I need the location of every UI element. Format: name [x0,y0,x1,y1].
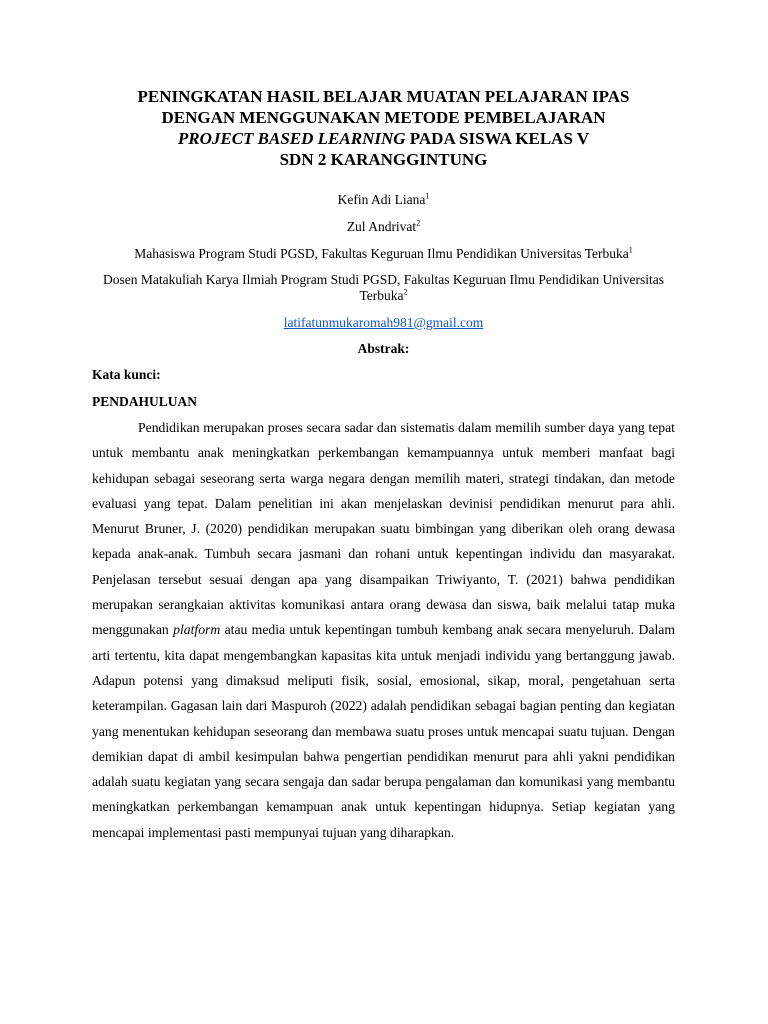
paper-title [92,86,675,170]
author-1 [92,192,675,208]
author-1-sup: 1 [425,191,430,201]
title-line-4: SDN 2 KARANGGINTUNG [279,150,488,169]
affiliation-1-text: Mahasiswa Program Studi PGSD, Fakultas Keguruan Ilmu Pendidikan Universitas Terbuka [134,246,629,261]
title-line-2: DENGAN MENGGUNAKAN METODE PEMBELAJARAN [161,108,606,127]
body-paragraph [92,415,675,845]
email-link[interactable]: latifatunmukaromah981@gmail.com [283,315,484,330]
affiliation-1 [92,246,675,262]
title-line-3 [92,128,675,149]
paragraph-part-2: atau media untuk kepentingan tumbuh kembang anak secara menyeluruh. Dalam arti tertentu, kita dapat mengembangkan kapasitas kita untuk menjadi individu yang bertanggung jawab. Adapun potensi yang dimaksud meliputi fisik, sosial, emosional, sikap, moral, pengetahuan serta keterampilan. Gagasan lain dari Maspuroh (2022) adalah pendidikan sebagai bagian penting dan kegiatan yang menentukan kehidupan seseorang dan membawa suatu proses untuk mencapai suatu tujuan. Dengan demikian dapat di ambil kesimpulan bahwa pengertian pendidikan menurut para ahli yakni pendidikan adalah suatu kegiatan yang secara sengaja dan sadar berupa pengalaman dan komunikasi yang membantu meningkatkan perkembangan kemampuan anak untuk kepentingan hidupnya. Setiap kegiatan yang mencapai implementasi pasti mempunyai tujuan yang diharapkan. [92,622,675,840]
author-1-name: Kefin Adi Liana [337,192,426,207]
author-2-name: Zul Andrivat [346,219,417,234]
keywords-label: Kata kunci: [92,367,161,382]
paragraph-italic-term: platform [173,622,221,638]
affiliation-1-sup: 1 [628,245,633,255]
title-line-1: PENINGKATAN HASIL BELAJAR MUATAN PELAJARAN IPAS [137,87,630,106]
author-2-sup: 2 [416,218,421,228]
abstract-heading: Abstrak: [357,341,410,356]
affiliation-2-text: Dosen Matakuliah Karya Ilmiah Program Studi PGSD, Fakultas Keguruan Ilmu Pendidikan Universitas Terbuka [103,272,664,303]
email-line [92,315,675,331]
document-page [92,86,675,845]
title-italic-phrase: PROJECT BASED LEARNING [177,129,406,148]
affiliation-2 [92,272,675,304]
affiliation-2-sup: 2 [403,287,408,297]
title-line-3-rest: PADA SISWA KELAS V [405,129,590,148]
paragraph-part-1: Pendidikan merupakan proses secara sadar dan sistematis dalam memilih sumber daya yang tepat untuk membantu anak meningkatkan perkembangan kemampuannya untuk memberi manfaat bagi kehidupan sebagai seseorang serta warga negara dengan memilih materi, strategi tindakan, dan metode evaluasi yang tepat. Dalam penelitian ini akan menjelaskan devinisi pendidikan menurut para ahli. Menurut Bruner, J. (2020) pendidikan merupakan suatu bimbingan yang diberikan oleh orang dewasa kepada anak-anak. Tumbuh secara jasmani dan rohani untuk kepentingan individu dan masyarakat. Penjelasan tersebut sesuai dengan apa yang disampaikan Triwiyanto, T. (2021) bahwa pendidikan merupakan serangkaian aktivitas komunikasi antara orang dewasa dan siswa, baik melalui tatap muka menggunakan [92,420,675,638]
author-2 [92,219,675,235]
section-heading: PENDAHULUAN [92,394,198,409]
